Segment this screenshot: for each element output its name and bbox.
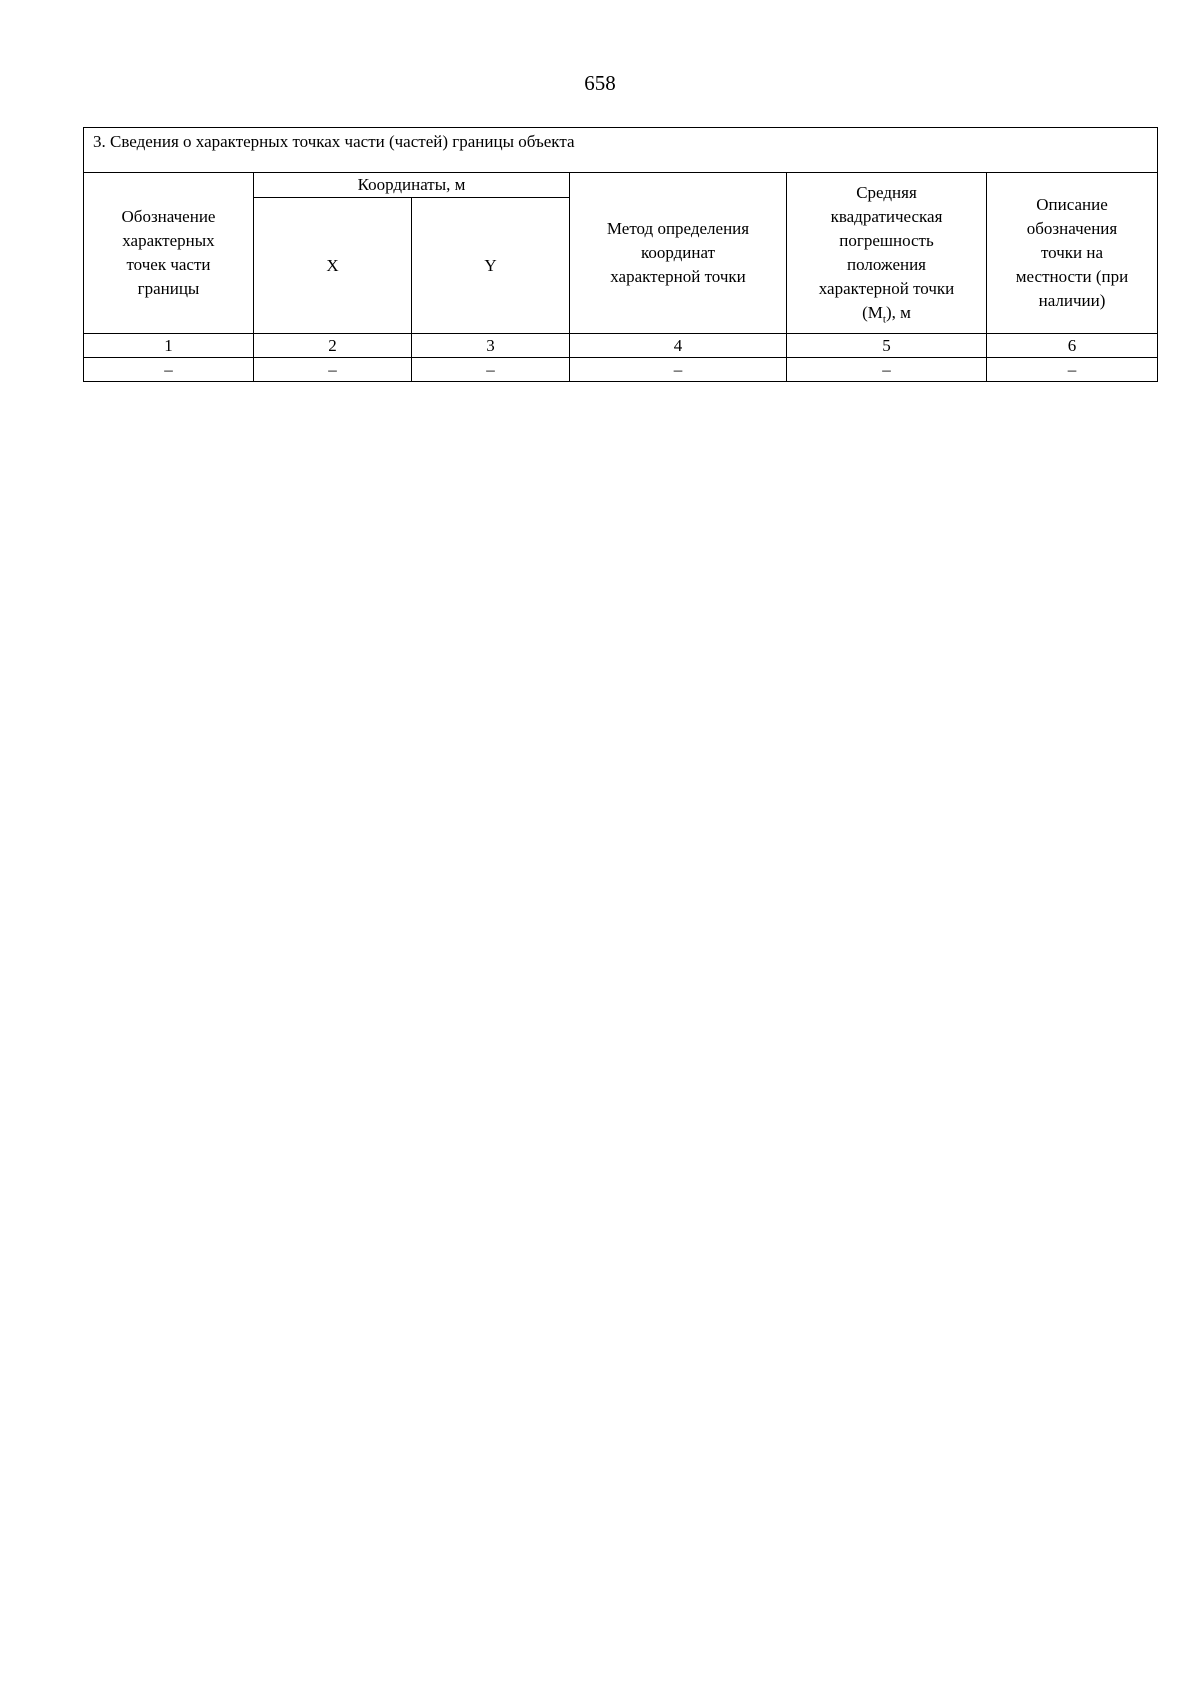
header-y: Y: [412, 198, 570, 334]
header-point-designation-text: Обозначение характерных точек части границы: [121, 207, 216, 298]
header-method-text: Метод определения координат характерной точки: [606, 219, 750, 286]
header-coordinates-group: Координаты, м: [254, 173, 570, 198]
header-mean-square-error-text: Средняя квадратическая погрешность положения характерной точки $(M_t)$, м: [818, 183, 955, 326]
characteristic-points-table: [83, 127, 1158, 382]
column-number-3: 3: [412, 334, 570, 358]
table-cell: –: [254, 358, 412, 382]
column-number-5: 5: [787, 334, 987, 358]
header-row-top: [84, 173, 1158, 198]
table-cell: –: [570, 358, 787, 382]
header-point-designation: [84, 173, 254, 334]
column-number-1: 1: [84, 334, 254, 358]
header-mean-square-error: [787, 173, 987, 334]
section-title: 3. Сведения о характерных точках части (частей) границы объекта: [84, 128, 1158, 173]
table-cell: –: [787, 358, 987, 382]
page-number: 658: [584, 71, 616, 95]
column-number-4: 4: [570, 334, 787, 358]
column-number-6: 6: [987, 334, 1158, 358]
section-title-row: [84, 128, 1158, 173]
header-x: X: [254, 198, 412, 334]
column-number-2: 2: [254, 334, 412, 358]
column-numbers-row: [84, 334, 1158, 358]
table-cell: –: [987, 358, 1158, 382]
header-method: [570, 173, 787, 334]
table-cell: –: [84, 358, 254, 382]
table-cell: –: [412, 358, 570, 382]
header-description: [987, 173, 1158, 334]
table-row: [84, 358, 1158, 382]
header-description-text: Описание обозначения точки на местности (при наличии): [1015, 195, 1129, 310]
